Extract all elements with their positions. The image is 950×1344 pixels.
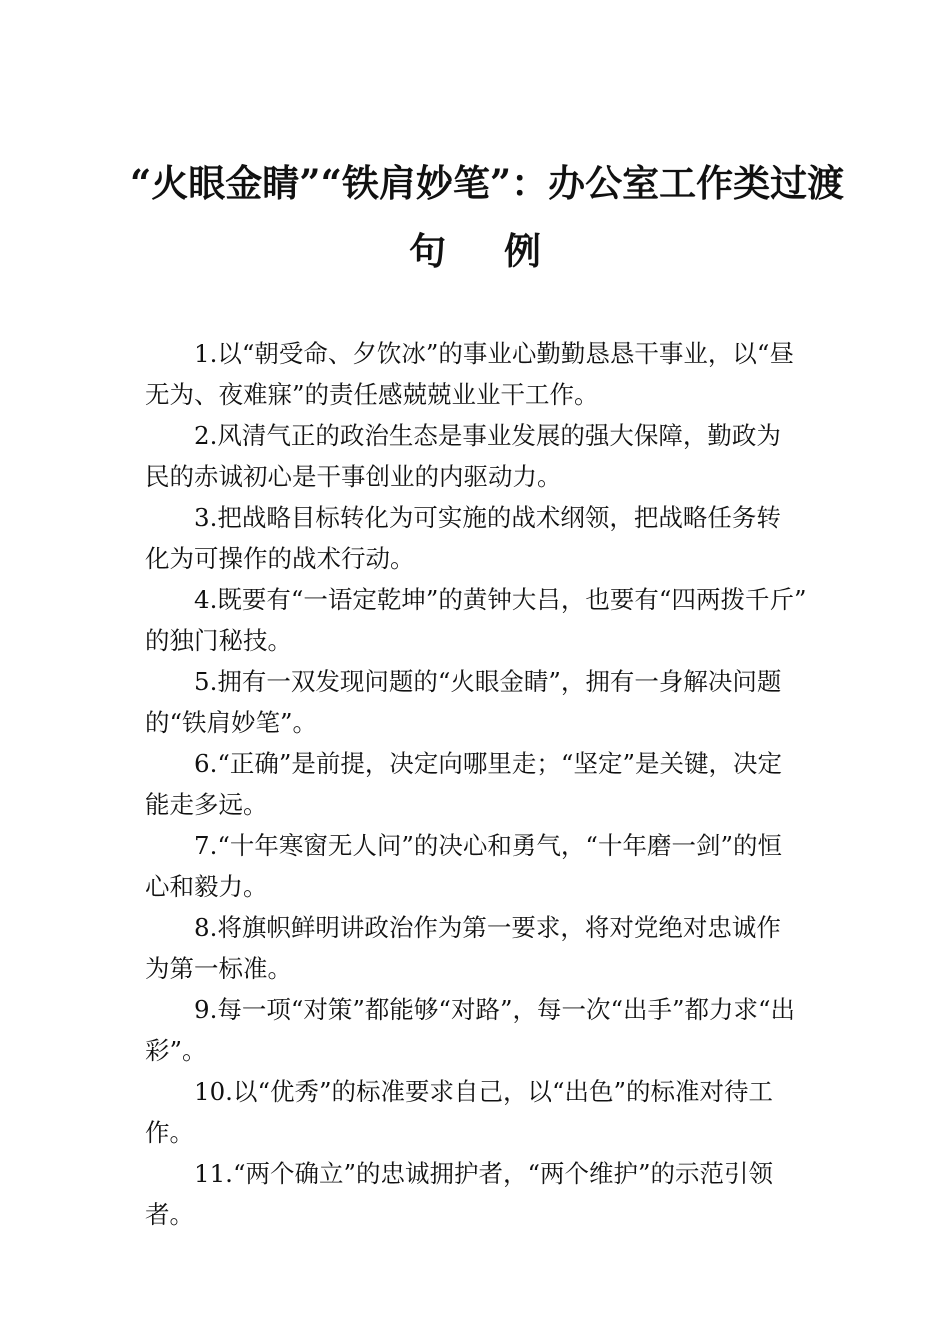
item-line: 8.将旗帜鲜明讲政治作为第一要求，将对党绝对忠诚作 bbox=[194, 913, 781, 942]
list-item bbox=[145, 415, 810, 497]
item-line: 心和毅力。 bbox=[145, 872, 268, 901]
item-line: 民的赤诚初心是干事创业的内驱动力。 bbox=[145, 462, 562, 491]
item-line: 能走多远。 bbox=[145, 790, 268, 819]
list-item bbox=[145, 907, 810, 989]
list-item bbox=[145, 743, 810, 825]
item-line: 无为、夜难寐”的责任感兢兢业业干工作。 bbox=[145, 380, 599, 409]
item-line: 为第一标准。 bbox=[145, 954, 292, 983]
item-line: 1.以“朝受命、夕饮冰”的事业心勤勤恳恳干事业，以“昼 bbox=[194, 339, 794, 368]
list-item bbox=[145, 333, 810, 415]
item-line: 2.风清气正的政治生态是事业发展的强大保障，勤政为 bbox=[194, 421, 781, 450]
item-line: 彩”。 bbox=[145, 1036, 207, 1065]
item-line: 的独门秘技。 bbox=[145, 626, 292, 655]
item-line: 的“铁肩妙笔”。 bbox=[145, 708, 318, 737]
item-line: 3.把战略目标转化为可实施的战术纲领，把战略任务转 bbox=[194, 503, 781, 532]
document-title: “火眼金睛”“铁肩妙笔”：办公室工作类过渡 bbox=[130, 161, 845, 205]
list-item bbox=[145, 661, 810, 743]
item-line: 11.“两个确立”的忠诚拥护者，“两个维护”的示范引领者。 bbox=[145, 1159, 774, 1229]
document-body bbox=[145, 333, 810, 1235]
item-line: 化为可操作的战术行动。 bbox=[145, 544, 415, 573]
list-item bbox=[145, 825, 810, 907]
item-line: 9.每一项“对策”都能够“对路”，每一次“出手”都力求“出 bbox=[194, 995, 796, 1024]
list-item bbox=[145, 989, 810, 1071]
item-line: 10.以“优秀”的标准要求自己，以“出色”的标准对待工作。 bbox=[145, 1077, 774, 1147]
list-item bbox=[145, 497, 810, 579]
title-char: 句 bbox=[409, 229, 446, 273]
list-item bbox=[145, 1071, 810, 1153]
title-char: 例 bbox=[504, 229, 541, 273]
item-line: 5.拥有一双发现问题的“火眼金睛”，拥有一身解决问题 bbox=[194, 667, 782, 696]
list-item bbox=[145, 1153, 810, 1235]
item-line: 7.“十年寒窗无人问”的决心和勇气，“十年磨一剑”的恒 bbox=[194, 831, 782, 860]
list-item bbox=[145, 579, 810, 661]
item-line: 4.既要有“一语定乾坤”的黄钟大吕，也要有“四两拨千斤” bbox=[194, 585, 807, 614]
item-line: 6.“正确”是前提，决定向哪里走；“坚定”是关键，决定 bbox=[194, 749, 782, 778]
document-title-continued bbox=[130, 229, 820, 273]
